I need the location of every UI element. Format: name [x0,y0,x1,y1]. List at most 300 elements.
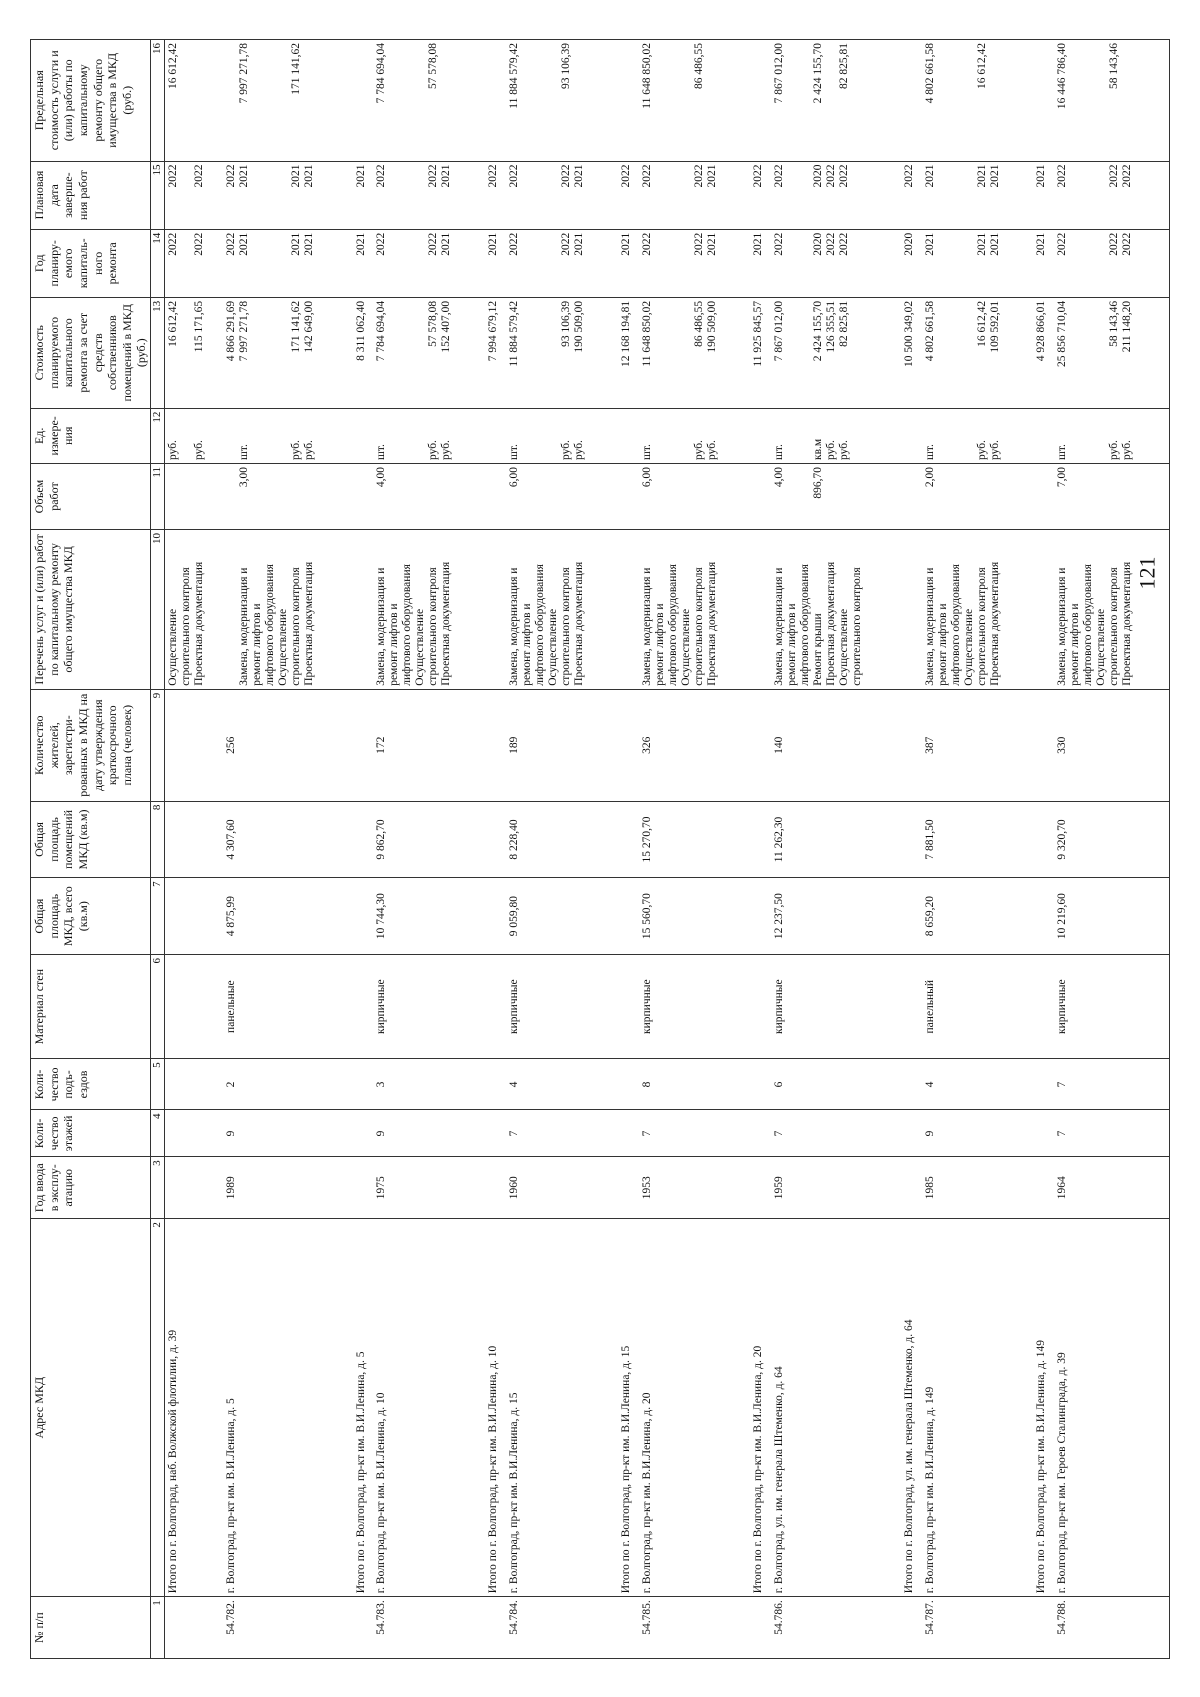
row-limit-cost [750,39,771,161]
row-volume [506,463,618,529]
row-limit-cost [1033,39,1054,161]
row-cost-line [250,300,263,404]
filler-cell [1166,229,1170,297]
row-cost-line [949,300,962,404]
row-works [901,529,922,689]
row-area-rooms [1033,801,1054,878]
row-address [1033,1218,1054,1596]
row-works-line: лифтового оборудования [666,563,679,686]
row-area-total-value: 10 219,60 [1056,892,1069,939]
row-residents-value [1034,692,1047,797]
row-limit-cost-line [179,43,192,158]
row-plan-year-line: 2022 [1121,232,1134,256]
row-area-total-value: 4 875,99 [224,895,237,936]
row-end-year-line [250,164,263,225]
row-plan-year-line: 2022 [1056,232,1069,256]
row-plan-year-line [653,232,666,293]
row-end-year-line [1068,164,1081,225]
row-plan-year-line: 2021 [752,232,765,256]
row-year-built [506,1156,618,1218]
col-header-volume: Объем работ [31,463,151,529]
row-unit-line [179,411,192,459]
row-end-year-line [533,164,546,225]
row-plan-year-line: 2021 [487,232,500,256]
row-plan-year [165,229,223,297]
row-entrances-value: 6 [773,1081,786,1087]
row-works-line: Замена, модернизация и [375,567,388,686]
row-plan-year-line: 2022 [167,232,180,256]
row-works [353,529,374,689]
col-header-address: Адрес МКД [31,1218,151,1596]
col-header-unit: Ед. измере-ния [31,408,151,463]
row-floors-value [486,1113,499,1153]
row-area-rooms-value: 8 228,40 [508,818,520,860]
row-end-year [165,161,223,229]
row-unit-line [224,411,237,459]
row-unit-line: шт. [773,443,786,460]
row-residents-value [166,692,179,797]
row-limit-cost-line [302,43,315,158]
column-number-row [151,39,165,1658]
row-unit-line [413,411,426,459]
row-cost [771,297,901,408]
total-row [901,39,922,1658]
row-entrances [1054,1058,1166,1109]
row-unit-line: руб. [705,439,718,460]
row-end-year-line [949,164,962,225]
row-area-total [223,877,353,954]
table-row [922,39,1034,1658]
row-unit-line: руб. [167,439,180,460]
row-plan-year [771,229,901,297]
row-entrances [485,1058,506,1109]
row-plan-year-line [413,232,426,293]
row-works-line: лифтового оборудования [1082,563,1095,686]
row-area-rooms-value: 9 320,70 [1056,818,1069,860]
row-year-built-value: 1959 [773,1175,786,1199]
rotated-page [30,39,1170,1659]
row-limit-cost-line [1068,43,1081,158]
row-floors-value: 9 [375,1130,388,1136]
filler-cell [1166,1218,1170,1596]
row-end-year [922,161,1034,229]
row-residents [922,689,1034,801]
row-end-year-line: 2022 [1056,164,1069,188]
row-floors [771,1110,901,1157]
filler-cell [1166,529,1170,689]
row-end-year-line [785,164,798,225]
row-limit-cost-line: 16 446 786,40 [1056,42,1069,109]
row-end-year-line: 2021 [1035,164,1048,188]
row-entrances [750,1058,771,1109]
row-walls [485,954,506,1058]
row-end-year-line [962,164,975,225]
total-label [619,1222,632,1593]
row-end-year [1033,161,1054,229]
row-area-total [922,877,1034,954]
row-area-total [373,877,485,954]
row-works [506,529,618,689]
row-plan-year-line: 2021 [302,232,315,256]
row-residents-value: 172 [375,736,388,754]
filler-cell [1166,1058,1170,1109]
row-cost [1054,297,1166,408]
row-walls-value [486,958,499,1055]
row-limit-cost-line [653,43,666,158]
row-walls [506,954,618,1058]
row-limit-cost [1054,39,1166,161]
row-address [1054,1218,1166,1596]
row-works-line: строительного контроля [180,566,193,686]
row-volume [485,463,506,529]
row-cost-line: 152 407,00 [440,300,453,353]
row-plan-year-line: 2022 [193,232,206,256]
row-unit-line [785,411,798,459]
row-works [771,529,901,689]
row-index-value [902,1600,915,1655]
row-year-built-value [619,1160,632,1215]
row-cost-line: 11 884 579,42 [508,300,520,367]
row-floors [485,1110,506,1157]
row-end-year-line: 2022 [1121,164,1134,188]
table-row [223,39,353,1658]
row-area-total [1033,877,1054,954]
row-area-rooms [771,801,901,878]
row-unit-line [250,411,263,459]
row-floors-value: 7 [640,1130,653,1136]
row-volume-line: 6,00 [508,466,520,487]
row-volume-line: 4,00 [375,466,388,487]
row-unit-line: руб. [975,439,988,460]
row-year-built [750,1156,771,1218]
row-end-year-line [263,164,276,225]
row-works [1054,529,1166,689]
row-unit-line [949,411,962,459]
total-address: пр-кт им. В.И.Ленина, д. 10 [487,1345,500,1481]
row-works-line: Замена, модернизация и [923,567,936,686]
total-prefix: Итого по г. Волгоград, [619,1480,632,1593]
row-plan-year-line [785,232,798,293]
row-limit-cost-line: 16 612,42 [167,42,180,89]
row-limit-cost-line [936,43,949,158]
row-plan-year-line: 2022 [224,232,237,256]
row-end-year-line [679,164,692,225]
row-area-rooms-value [902,804,915,874]
row-index-value: 54.782. [224,1599,237,1635]
row-index [771,1596,901,1658]
row-area-total-value [486,881,499,951]
row-unit [639,408,751,463]
col-header-plan-year: Год планиру-емого капиталь-ного ремонта [31,229,151,297]
row-works-line: Замена, модернизация и [1056,567,1069,686]
row-area-rooms [223,801,353,878]
row-cost-line: 82 825,81 [838,300,851,347]
row-cost-line: 86 486,55 [692,300,705,347]
row-end-year-line [1094,164,1107,225]
row-residents [901,689,922,801]
total-row [165,39,223,1658]
row-end-year-line: 2022 [838,164,851,188]
row-plan-year-line [936,232,949,293]
row-walls [373,954,485,1058]
row-cost-line [679,300,692,404]
row-cost [639,297,751,408]
row-end-year-line [400,164,413,225]
row-area-total-value [619,881,632,951]
row-works-line: ремонт лифтов и [388,602,401,686]
row-works-line: лифтового оборудования [949,563,962,686]
row-limit-cost-line [250,43,263,158]
row-unit-line [798,411,811,459]
row-index-value: 54.784. [508,1599,520,1635]
row-area-total-value [1034,881,1047,951]
row-unit [223,408,353,463]
row-end-year [771,161,901,229]
row-unit-line: руб. [692,439,705,460]
row-limit-cost-line: 171 141,62 [289,42,302,95]
row-address [485,1218,506,1596]
row-unit [771,408,901,463]
row-works [922,529,1034,689]
row-residents-value: 140 [773,736,786,754]
row-volume-line: 7,00 [1056,466,1069,487]
row-cost [223,297,353,408]
row-end-year [750,161,771,229]
row-index-value [486,1600,499,1655]
row-plan-year-line: 2022 [838,232,851,256]
row-year-built-value: 1960 [508,1175,520,1199]
row-index [901,1596,922,1658]
row-index [353,1596,374,1658]
row-limit-cost [901,39,922,161]
row-limit-cost [485,39,506,161]
row-cost-line [413,300,426,404]
row-year-built [618,1156,639,1218]
row-residents [485,689,506,801]
row-works [223,529,353,689]
row-entrances-value [486,1062,499,1106]
row-limit-cost [223,39,353,161]
row-index-value [354,1600,367,1655]
row-limit-cost-line: 11 884 579,42 [508,42,520,109]
row-area-rooms [639,801,751,878]
page-number: 121 [1134,556,1160,590]
row-cost-line: 25 856 710,04 [1056,300,1069,367]
row-year-built-value [902,1160,915,1215]
row-area-rooms-value [751,804,764,874]
row-cost-line [276,300,289,404]
col-header-year-built: Год ввода в эксплу-атацию [31,1156,151,1218]
row-works-line: Проектная документация [573,561,585,686]
filler-cell [1166,161,1170,229]
row-plan-year-line [546,232,559,293]
row-works-line: Проектная документация [988,561,1001,686]
row-area-total [1054,877,1166,954]
row-end-year-line: 2021 [975,164,988,188]
row-plan-year-line: 2022 [427,232,440,256]
row-end-year-line: 2022 [427,164,440,188]
row-floors-value [619,1113,632,1153]
row-limit-cost-line: 58 143,46 [1108,42,1121,89]
row-works-line: лифтового оборудования [263,563,276,686]
row-walls-value [619,958,632,1055]
row-unit-line: шт. [923,443,936,460]
row-works [1033,529,1054,689]
row-volume-line [785,467,798,526]
row-entrances [771,1058,901,1109]
row-cost-line: 12 168 194,81 [619,300,632,367]
col-number: 3 [151,1156,165,1218]
row-area-rooms [750,801,771,878]
row-plan-year [353,229,374,297]
row-cost-line [520,300,533,404]
row-residents-value: 387 [923,736,936,754]
row-index-value: 54.785. [640,1599,653,1635]
filler-cell [1166,297,1170,408]
row-area-total [639,877,751,954]
row-cost-line [653,300,666,404]
row-end-year-line: 2022 [1108,164,1121,188]
row-cost-line: 171 141,62 [289,300,302,353]
row-works-line: Проектная документация [193,561,206,686]
row-limit-cost-line: 7 867 012,00 [773,42,786,103]
row-cost-line: 7 784 694,04 [375,300,388,361]
row-cost [1033,297,1054,408]
row-limit-cost-line: 16 612,42 [975,42,988,89]
row-floors-value: 7 [508,1130,520,1136]
row-limit-cost-line [785,43,798,158]
row-unit-line: кв.м [812,438,825,460]
row-cost-line [962,300,975,404]
row-plan-year [901,229,922,297]
row-cost-line: 16 612,42 [975,300,988,347]
row-unit-line [1094,411,1107,459]
row-area-total-value [902,881,915,951]
row-plan-year-line [276,232,289,293]
row-index-value [751,1600,764,1655]
row-plan-year-line [679,232,692,293]
row-cost-line: 142 649,00 [302,300,315,353]
row-area-total [485,877,506,954]
row-year-built [901,1156,922,1218]
row-plan-year [618,229,639,297]
row-area-total-value [166,881,179,951]
row-area-rooms-value [619,804,632,874]
filler-cell [1166,954,1170,1058]
row-plan-year-line: 2021 [354,232,367,256]
row-cost-line [533,300,546,404]
row-volume-line: 3,00 [237,466,250,487]
row-limit-cost [771,39,901,161]
row-area-rooms [901,801,922,878]
row-limit-cost-line [705,43,718,158]
row-entrances [1033,1058,1054,1109]
row-end-year-line: 2022 [752,164,765,188]
total-prefix: Итого по г. Волгоград, [354,1480,367,1593]
row-limit-cost-line: 93 106,39 [560,42,572,89]
row-plan-year-line: 2022 [508,232,520,256]
row-cost-line: 190 509,00 [573,300,585,353]
row-cost-line: 4 802 661,58 [923,300,936,361]
row-cost-line [1068,300,1081,404]
row-area-total [506,877,618,954]
col-header-limit-cost: Предельная стоимость услуги и (или) работы по капитальному ремонту общего имущества в МКД (руб.) [31,39,151,161]
row-residents-value: 189 [508,736,520,754]
col-header-floors: Коли-чество этажей [31,1110,151,1157]
row-area-rooms [618,801,639,878]
table-row [1054,39,1166,1658]
row-plan-year [639,229,751,297]
col-number: 14 [151,229,165,297]
row-limit-cost-line [439,43,452,158]
row-year-built [639,1156,751,1218]
row-works-line: лифтового оборудования [401,563,414,686]
row-unit [750,408,771,463]
row-residents [506,689,618,801]
row-limit-cost-line [572,43,585,158]
row-index-value: 54.787. [923,1599,936,1635]
row-works-line: Осуществление [276,608,289,686]
row-end-year-line: 2022 [167,164,180,188]
row-end-year [1054,161,1166,229]
col-number: 12 [151,408,165,463]
row-index [373,1596,485,1658]
row-area-rooms-value: 4 307,60 [224,818,237,860]
row-volume [223,463,353,529]
row-cost-line: 8 311 062,40 [354,300,367,361]
row-entrances-value: 8 [640,1081,653,1087]
col-header-end-date: Плановая дата заверше-ния работ [31,161,151,229]
row-end-year-line [653,164,666,225]
col-header-area-total: Общая площадь МКД, всего (кв.м) [31,877,151,954]
row-walls-value: кирпичные [1056,978,1069,1034]
row-walls-value [902,958,915,1055]
row-unit [485,408,506,463]
filler-cell [1166,689,1170,801]
row-volume [922,463,1034,529]
row-residents [1033,689,1054,801]
row-floors-value [354,1113,367,1153]
col-number: 4 [151,1110,165,1157]
row-plan-year [223,229,353,297]
row-limit-cost [165,39,223,161]
row-cost [506,297,618,408]
filler-cell [1166,801,1170,878]
row-address [771,1218,901,1596]
row-floors [922,1110,1034,1157]
row-plan-year [373,229,485,297]
row-cost-line: 11 925 845,57 [752,300,765,367]
col-number: 11 [151,463,165,529]
row-end-year-line [546,164,559,225]
row-walls [639,954,751,1058]
row-limit-cost-line [546,43,559,158]
row-plan-year-line: 2021 [440,232,453,256]
total-prefix: Итого по г. Волгоград, [752,1480,765,1593]
row-index [639,1596,751,1658]
row-residents [353,689,374,801]
row-limit-cost-line [949,43,962,158]
row-residents-value: 256 [224,736,237,754]
row-area-rooms [506,801,618,878]
row-end-year-line: 2021 [289,164,302,188]
row-unit-line [546,411,559,459]
row-end-year-line: 2022 [375,164,388,188]
row-entrances [223,1058,353,1109]
row-walls [750,954,771,1058]
row-year-built [373,1156,485,1218]
row-entrances-value: 3 [375,1081,388,1087]
